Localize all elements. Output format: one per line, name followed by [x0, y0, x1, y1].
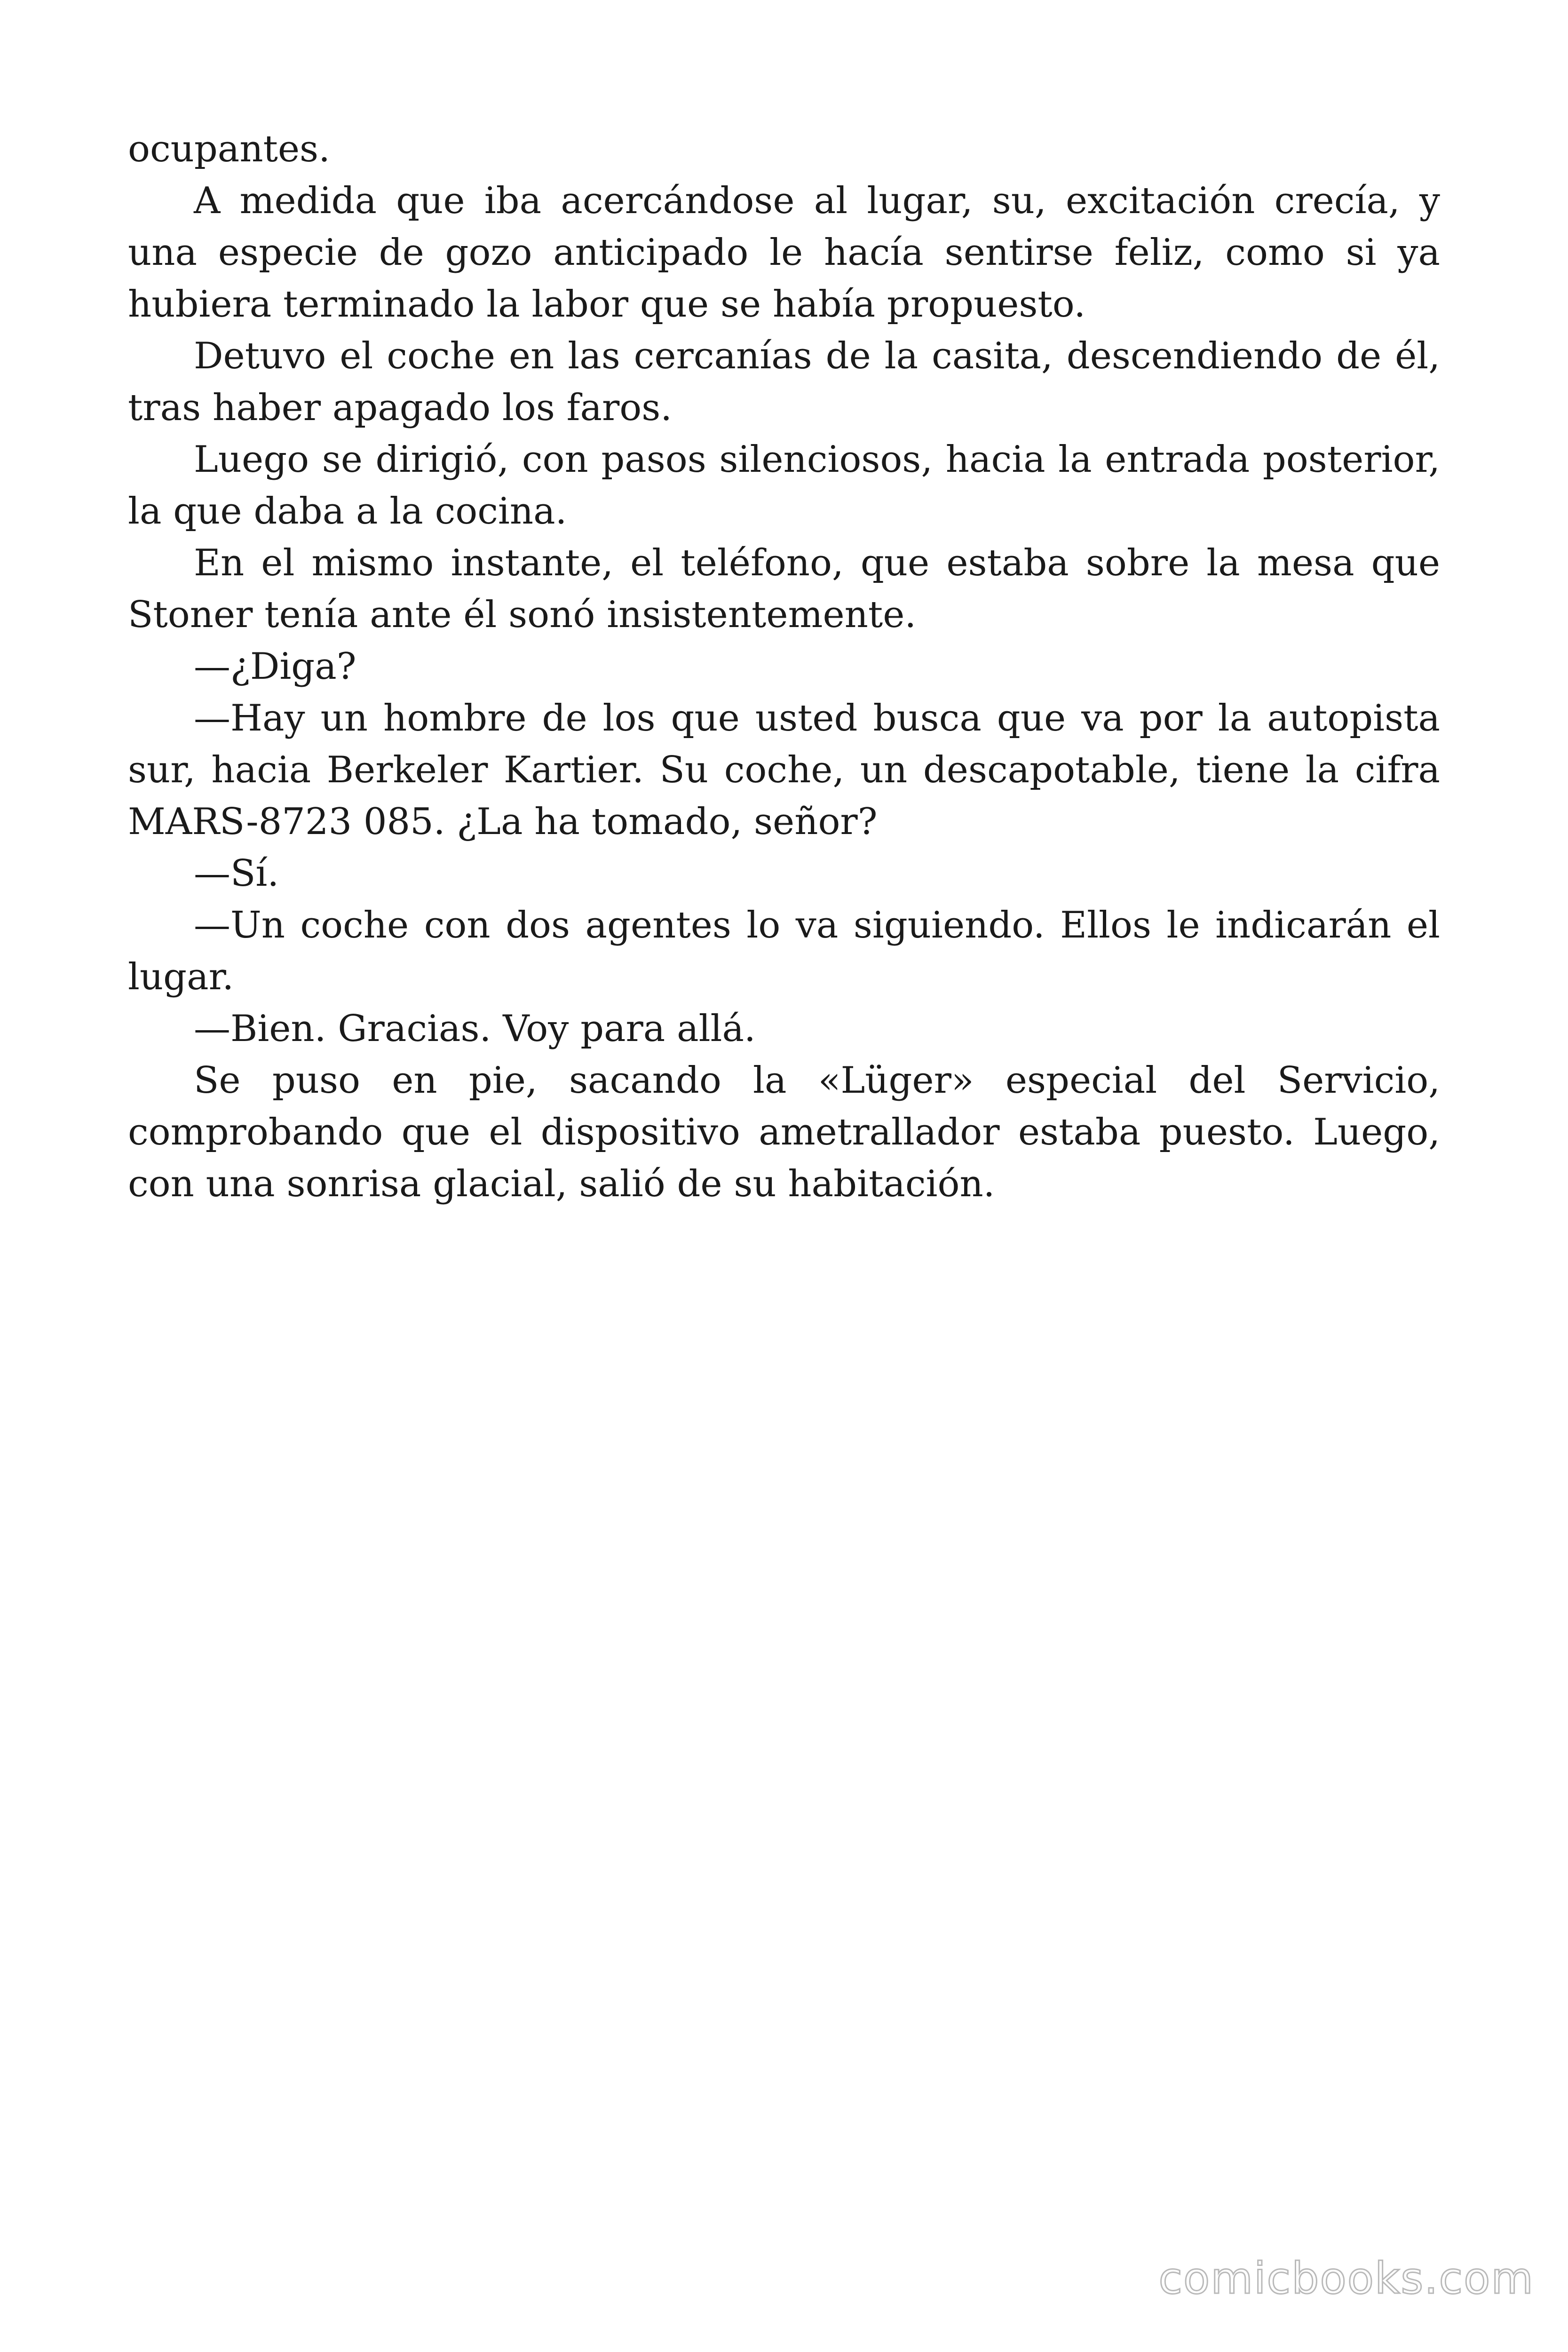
body-text: [128, 123, 1440, 1210]
dialogue-line: —Hay un hombre de los que usted busca que va por la autopista sur, hacia Berkeler Kartier. Su coche, un descapotable, tiene la cifra MARS-8723 085. ¿La ha tomado, señor?: [128, 697, 1440, 843]
paragraph-continuation: ocupantes.: [128, 128, 330, 170]
paragraph: A medida que iba acercándose al lugar, su, excitación crecía, y una especie de gozo anticipado le hacía sentirse feliz, como si ya hubiera terminado la labor que se había propuesto.: [128, 180, 1440, 326]
dialogue-line: —¿Diga?: [194, 645, 356, 688]
paragraph: Se puso en pie, sacando la «Lüger» especial del Servicio, comprobando que el dispositivo ametrallador estaba puesto. Luego, con una sonrisa glacial, salió de su habitación.: [128, 1059, 1440, 1205]
watermark: comicbooks.com: [1158, 2253, 1534, 2304]
paragraph: Detuvo el coche en las cercanías de la casita, descendiendo de él, tras haber apagado los faros.: [128, 335, 1440, 429]
dialogue-line: —Bien. Gracias. Voy para allá.: [194, 1008, 756, 1050]
paragraph: Luego se dirigió, con pasos silenciosos, hacia la entrada posterior, la que daba a la cocina.: [128, 438, 1440, 532]
dialogue-line: —Sí.: [194, 852, 279, 895]
dialogue-line: —Un coche con dos agentes lo va siguiendo. Ellos le indicarán el lugar.: [128, 904, 1440, 998]
paragraph: En el mismo instante, el teléfono, que estaba sobre la mesa que Stoner tenía ante él sonó insistentemente.: [128, 542, 1440, 636]
